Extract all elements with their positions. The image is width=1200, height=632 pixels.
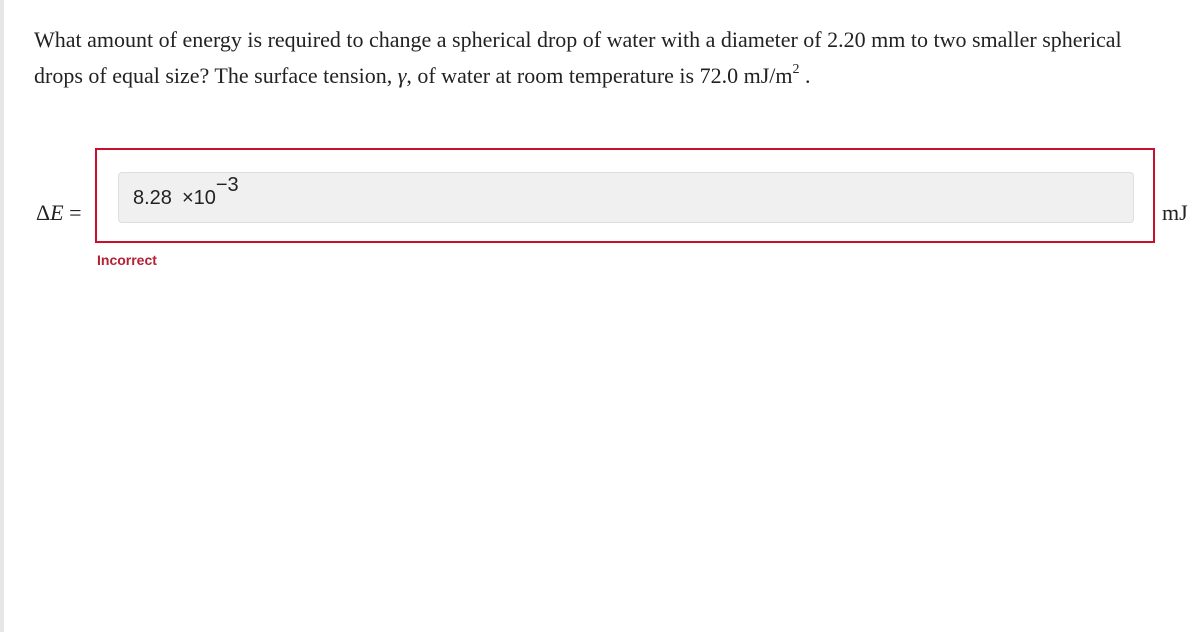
question-text-part1: What amount of energy is required to change a spherical drop of water with a diameter of 2.20 mm to two smaller spherical drops of equal size? The surface tension,	[34, 27, 1122, 88]
unit-exponent: 2	[792, 61, 800, 77]
answer-error-frame	[95, 148, 1155, 243]
left-divider	[0, 0, 4, 632]
energy-variable: E	[50, 200, 64, 225]
delta-symbol: Δ	[36, 200, 51, 225]
answer-unit: mJ	[1162, 200, 1188, 225]
answer-label	[36, 200, 82, 226]
answer-input[interactable]	[118, 172, 1134, 223]
equals-sign: =	[63, 200, 82, 225]
answer-exponent: −3	[215, 174, 239, 196]
question-text	[34, 22, 1174, 94]
answer-mantissa: 8.28	[133, 187, 172, 209]
answer-value	[133, 174, 239, 210]
question-text-part3: .	[799, 63, 811, 88]
question-text-part2: , of water at room temperature is 72.0 mJ/m	[406, 63, 793, 88]
feedback-incorrect: Incorrect	[97, 252, 157, 268]
answer-times-ten: ×10	[181, 187, 216, 209]
gamma-symbol: γ	[397, 63, 407, 88]
